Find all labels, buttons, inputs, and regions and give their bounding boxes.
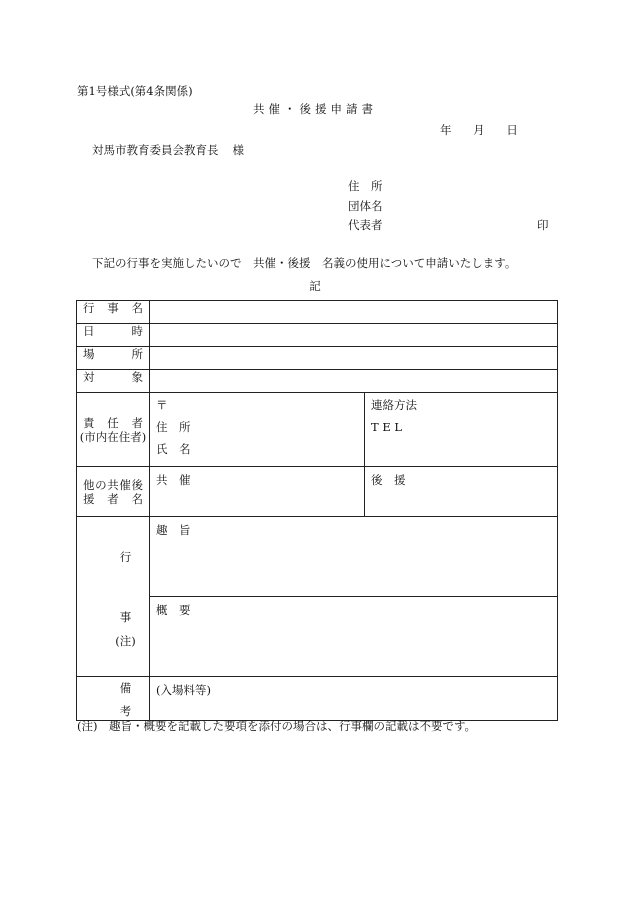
- remarks-label-line2: 考: [119, 704, 132, 718]
- purpose-field[interactable]: [150, 517, 558, 597]
- summary-field[interactable]: [150, 597, 558, 677]
- datetime-label: 日時: [77, 324, 150, 347]
- date-day: 日: [506, 123, 518, 137]
- others-label-cell: [77, 467, 150, 517]
- support-field[interactable]: [365, 467, 558, 517]
- row-remarks: [77, 677, 558, 721]
- tel-label: T E L: [371, 420, 403, 434]
- date-line: [440, 123, 536, 137]
- applicant-group-label: 団体名: [348, 199, 383, 213]
- responsible-label-cell: [77, 393, 150, 467]
- event-label-note: (注): [115, 633, 136, 648]
- contact-field[interactable]: [365, 393, 558, 467]
- responsible-name-label: 氏 名: [156, 442, 191, 456]
- target-label: 対象: [77, 370, 150, 393]
- applicant-address-label: 住 所: [348, 179, 383, 193]
- postal-mark: 〒: [156, 398, 168, 412]
- event-label-cell: [77, 517, 150, 677]
- remarks-field[interactable]: [150, 677, 558, 721]
- intro-text: 下記の行事を実施したいので 共催・後援 名義の使用について申請いたします。: [92, 256, 517, 270]
- responsible-sub-label: (市内在住者): [79, 429, 147, 444]
- venue-field[interactable]: [150, 347, 558, 370]
- row-responsible: [77, 393, 558, 467]
- remarks-label-line1: 備: [119, 681, 132, 695]
- applicant-rep-label: 代表者: [348, 218, 383, 232]
- event-label-line1: 行: [119, 549, 132, 564]
- summary-label: 概 要: [156, 603, 191, 617]
- support-label: 後 援: [371, 473, 406, 487]
- row-purpose: [77, 517, 558, 597]
- venue-label: 場所: [77, 347, 150, 370]
- event-name-label: 行事名: [77, 301, 150, 324]
- responsible-field[interactable]: [150, 393, 365, 467]
- row-target: [77, 370, 558, 393]
- document-title: 共催・後援申請書: [253, 102, 377, 116]
- row-venue: [77, 347, 558, 370]
- addressee-name: 対馬市教育委員会教育長: [92, 143, 219, 157]
- event-name-field[interactable]: [150, 301, 558, 324]
- others-label-line2: 援者名: [83, 491, 143, 506]
- seal-mark: 印: [537, 218, 549, 232]
- contact-label: 連絡方法: [371, 398, 417, 412]
- addressee: [92, 143, 244, 157]
- footnote: (注) 趣旨・概要を記載した要項を添付の場合は、行事欄の記載は不要です。: [77, 719, 477, 733]
- application-table: [76, 300, 558, 721]
- remarks-content: (入場料等): [156, 683, 211, 697]
- date-year: 年: [440, 123, 452, 137]
- ki-heading: 記: [309, 279, 321, 293]
- form-number: 第1号様式(第4条関係): [77, 84, 193, 98]
- row-others: [77, 467, 558, 517]
- datetime-field[interactable]: [150, 324, 558, 347]
- purpose-label: 趣 旨: [156, 523, 191, 537]
- event-label-line2: 事: [119, 609, 132, 624]
- date-month: 月: [473, 123, 485, 137]
- row-datetime: [77, 324, 558, 347]
- responsible-label: 責任者: [83, 415, 143, 430]
- remarks-label-cell: [77, 677, 150, 721]
- cohost-field[interactable]: [150, 467, 365, 517]
- target-field[interactable]: [150, 370, 558, 393]
- others-label-line1: 他の共催後: [83, 477, 143, 492]
- addressee-honorific: 様: [232, 143, 244, 157]
- cohost-label: 共 催: [156, 473, 191, 487]
- row-event-name: [77, 301, 558, 324]
- responsible-address-label: 住 所: [156, 420, 191, 434]
